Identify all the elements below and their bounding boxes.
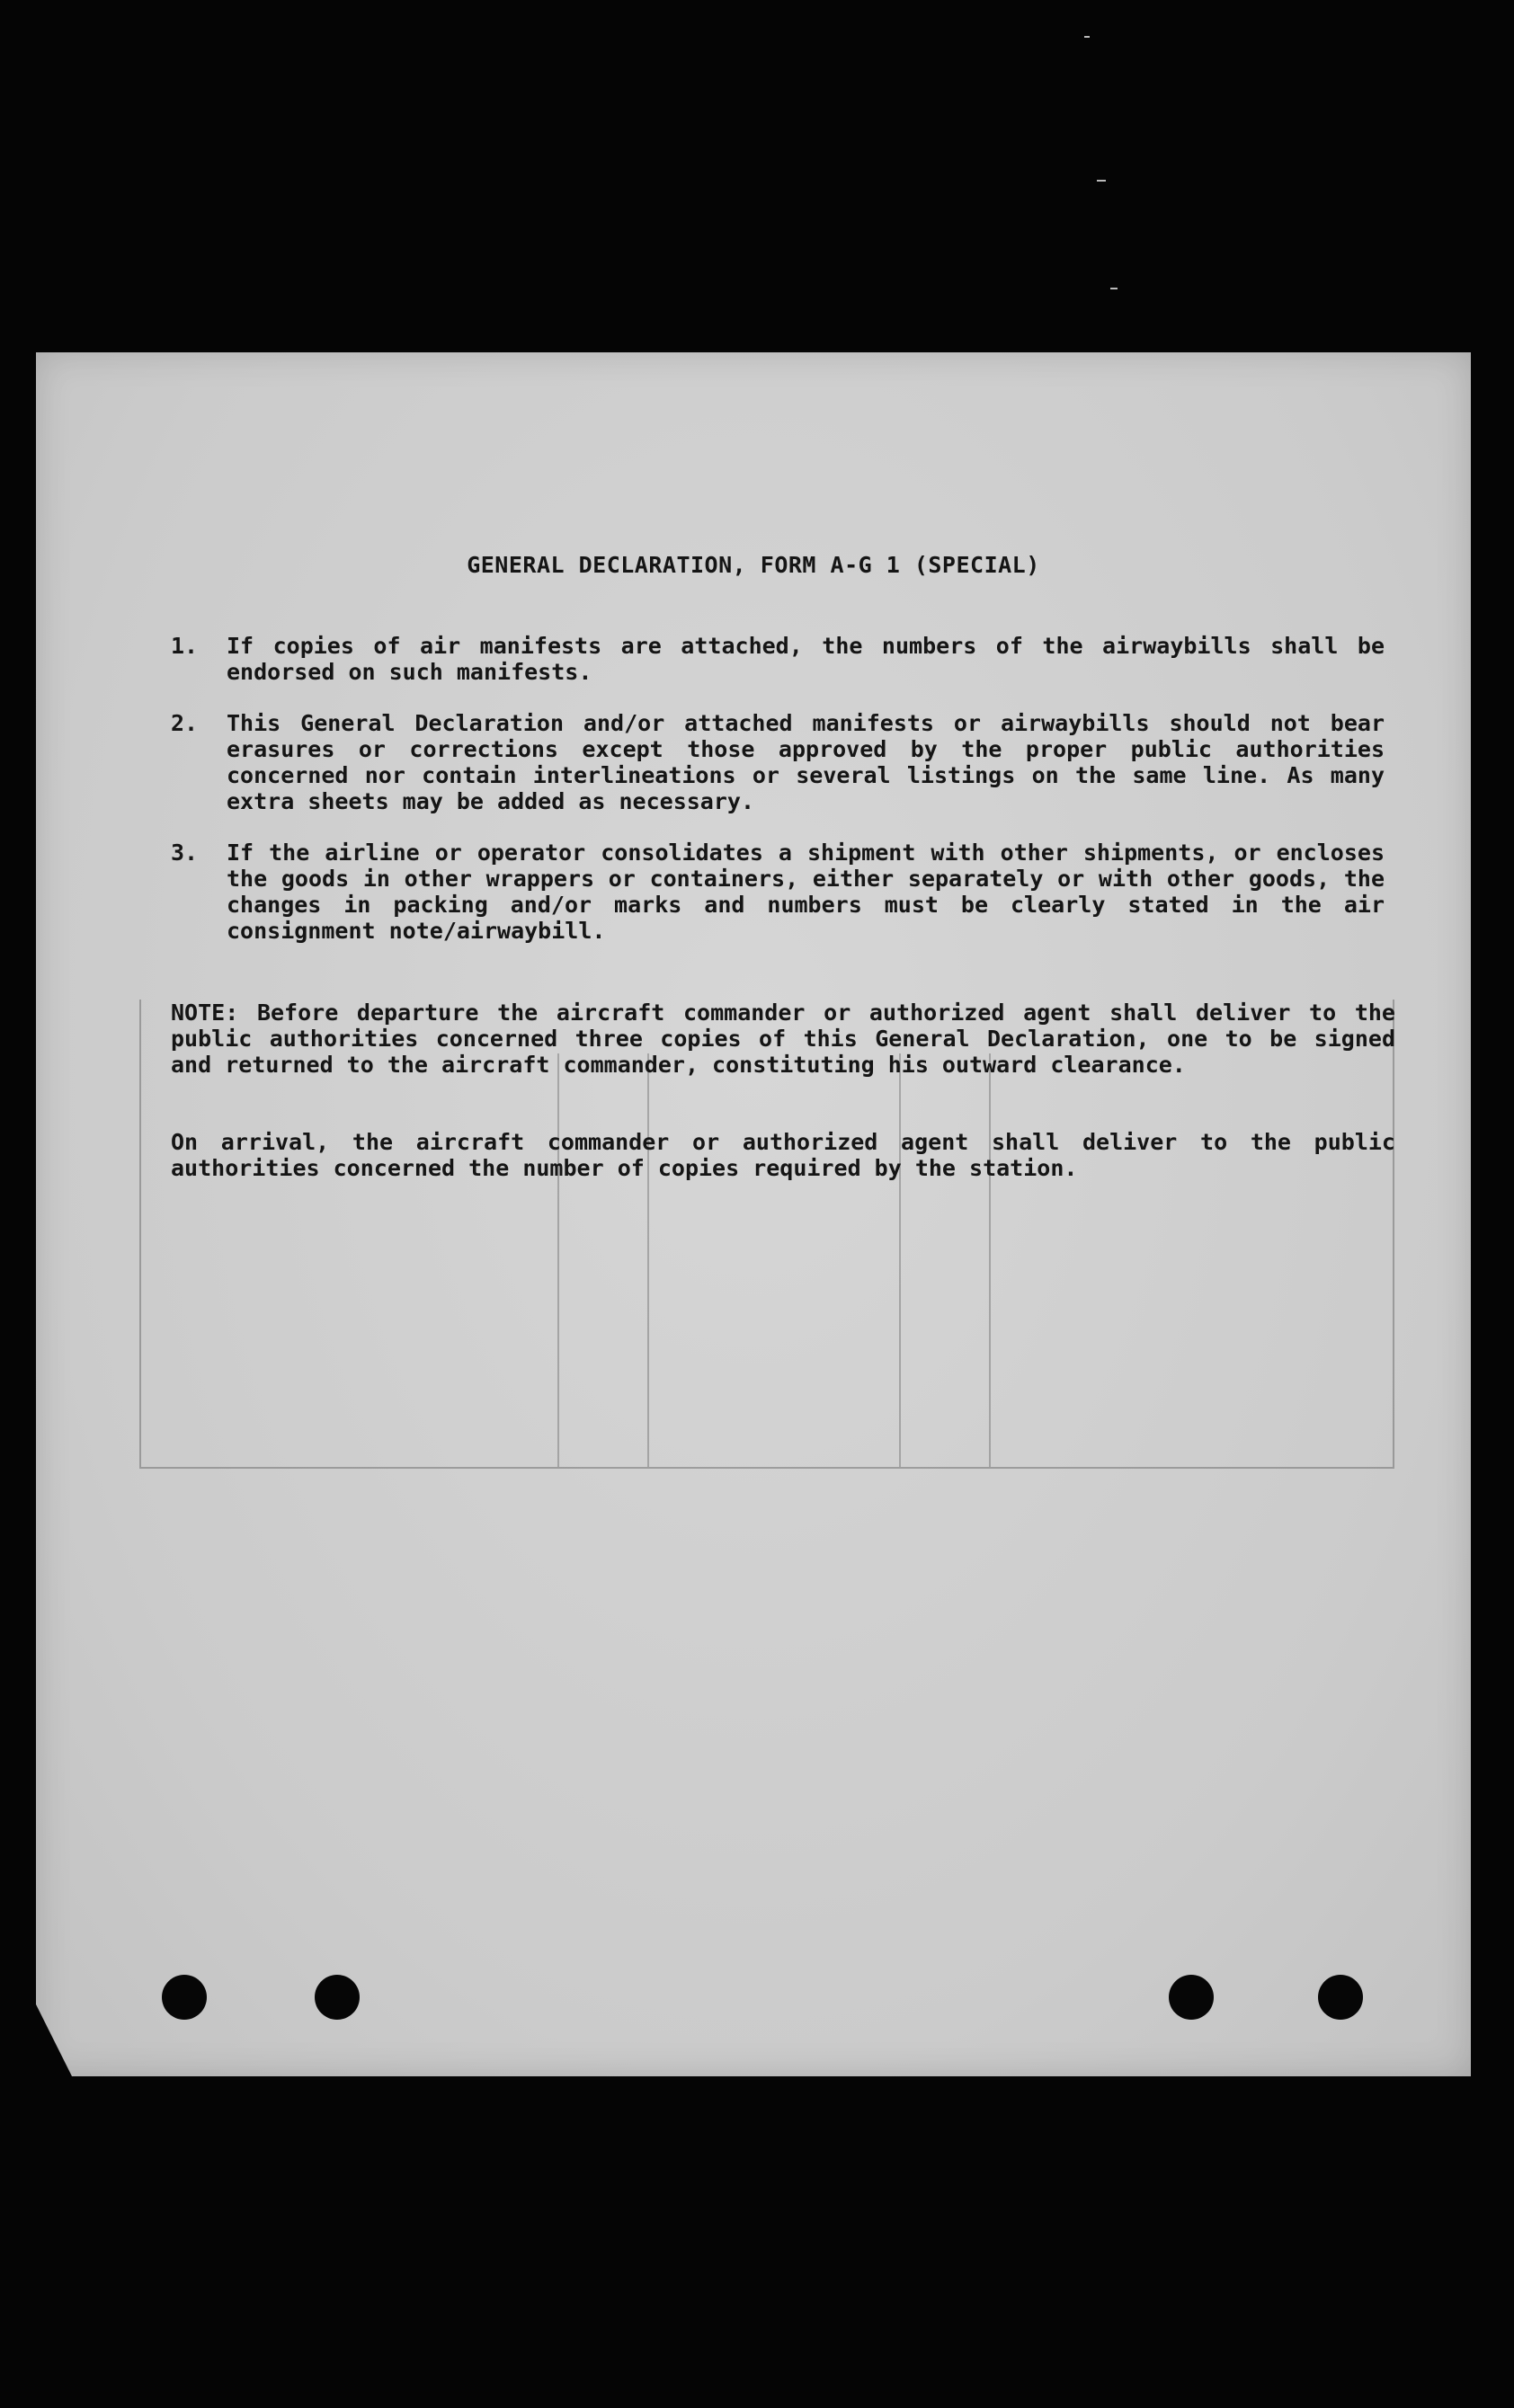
note-paragraph: NOTE: Before departure the aircraft commander or authorized agent shall deliver to the public authorities concerned three copies of this General Declaration, one to be signed and returned to the aircraft commander, constituting his outward clearance. [171,1000,1395,1078]
punch-hole [162,1975,207,2020]
punch-hole [315,1975,360,2020]
item-number: 2. [171,710,199,736]
item-text: If copies of air manifests are attached, the numbers of the airwaybills shall be endorsed on such manifests. [227,633,1385,685]
arrival-paragraph: On arrival, the aircraft commander or authorized agent shall deliver to the public authorities concerned the number of copies required by the station. [171,1129,1395,1181]
torn-corner [36,2004,72,2076]
item-number: 3. [171,840,199,866]
speck [1110,288,1118,289]
item-number: 1. [171,633,199,659]
punch-hole [1318,1975,1363,2020]
page-title: GENERAL DECLARATION, FORM A-G 1 (SPECIAL) [467,552,1040,578]
item-text: If the airline or operator consolidates a shipment with other shipments, or encloses the goods in other wrappers or containers, either separately or with other goods, the changes in packing and/or marks and numbers must be clearly stated in the air consignment note/airwaybill. [227,840,1385,944]
instruction-item [171,840,1385,944]
document-sheet [36,352,1471,2076]
instruction-item [171,710,1385,814]
speck [1084,36,1090,38]
speck [1097,180,1106,182]
punch-hole [1169,1975,1214,2020]
document-body [36,352,1471,2076]
instruction-item [171,633,1385,685]
item-text: This General Declaration and/or attached manifests or airwaybills should not bear erasures or corrections except those approved by the proper public authorities concerned nor contain interlineations or several listings on the same line. As many extra sheets may be added as necessary. [227,710,1385,814]
